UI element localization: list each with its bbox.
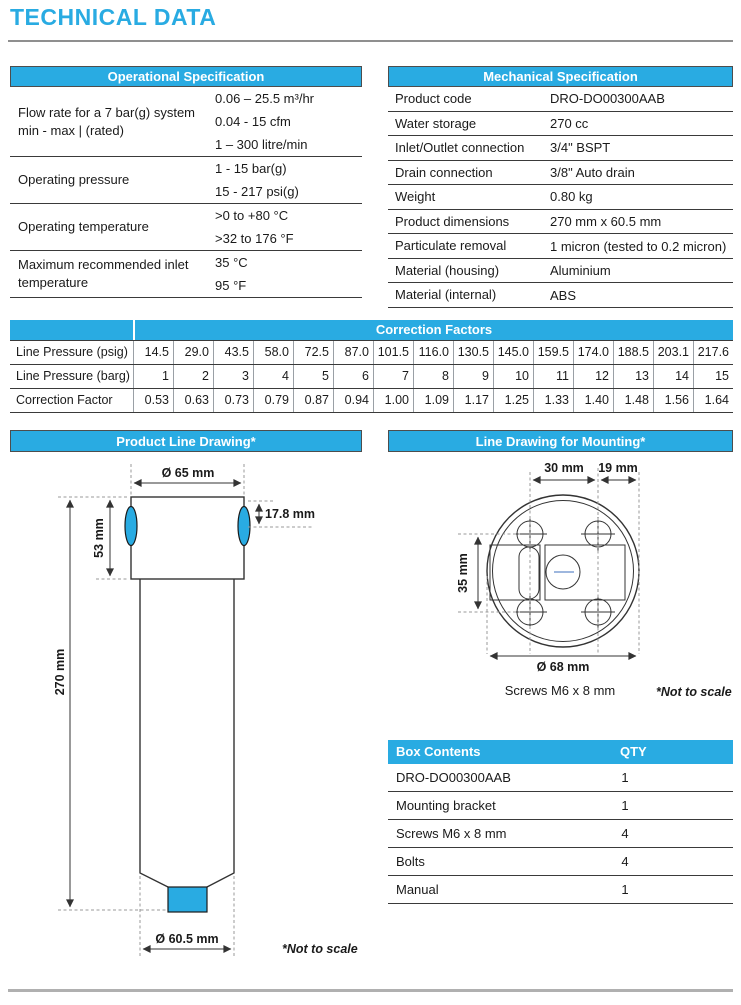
spec-value: >32 to 176 °F: [215, 231, 294, 246]
cf-value: 1.33: [533, 389, 573, 412]
cf-value: 10: [493, 365, 533, 388]
spec-value: DRO-DO00300AAB: [550, 91, 665, 107]
correction-factors-header-row: [10, 320, 733, 340]
spec-values: [550, 112, 733, 136]
spec-value: 3/8" Auto drain: [550, 164, 635, 180]
filter-head: [131, 497, 244, 579]
product-line-drawing: [10, 456, 370, 961]
cf-value: 29.0: [173, 341, 213, 364]
cf-value: 145.0: [493, 341, 533, 364]
bracket-left-plate: [490, 545, 540, 600]
dim-label-hole-span: 30 mm: [544, 461, 584, 475]
spec-values: [215, 251, 362, 297]
spec-values: [550, 161, 733, 185]
spec-label: Operating temperature: [18, 219, 149, 235]
cf-value: 0.94: [333, 389, 373, 412]
spec-label: Material (internal): [395, 287, 497, 303]
operational-spec-table: [10, 66, 362, 298]
spec-value: 0.80 kg: [550, 189, 593, 205]
spec-row: [388, 234, 733, 259]
box-contents-table: [388, 740, 733, 904]
dim-label-total-height: 270 mm: [53, 648, 67, 696]
cf-value: 0.63: [173, 389, 213, 412]
cf-value: 0.79: [253, 389, 293, 412]
cf-value: 12: [573, 365, 613, 388]
dim-label-port-height: 17.8 mm: [265, 507, 316, 521]
spec-values: [215, 87, 362, 156]
dim-label-offset: 19 mm: [598, 461, 638, 475]
cf-value: 174.0: [573, 341, 613, 364]
spec-values: [550, 185, 733, 209]
operational-spec-header: Operational Specification: [10, 66, 362, 87]
cf-value: 5: [293, 365, 333, 388]
cf-value: 0.87: [293, 389, 333, 412]
page-bottom-divider: [8, 989, 733, 992]
spec-value: 270 mm x 60.5 mm: [550, 214, 662, 229]
cf-value: 3: [213, 365, 253, 388]
cf-value: 101.5: [373, 341, 413, 364]
screw-holes: [513, 517, 615, 629]
spec-label: Inlet/Outlet connection: [395, 140, 525, 156]
mechanical-spec-header: Mechanical Specification: [388, 66, 733, 87]
spec-value: 1 – 300 litre/min: [215, 137, 308, 152]
correction-factors-table: [10, 320, 733, 413]
spec-label: Flow rate for a 7 bar(g) system min - max | (rated): [18, 104, 195, 138]
spec-row: [388, 87, 733, 112]
box-item-name: Bolts: [396, 854, 425, 869]
cf-value: 203.1: [653, 341, 693, 364]
correction-factors-row: [10, 365, 733, 389]
cf-value: 58.0: [253, 341, 293, 364]
filter-bowl-left-edge: [140, 579, 168, 887]
box-item-name: Screws M6 x 8 mm: [396, 826, 507, 841]
spec-values: [550, 283, 733, 307]
spec-label: Weight: [395, 189, 436, 205]
spec-value: 0.04 - 15 cfm: [215, 114, 291, 129]
cf-value: 159.5: [533, 341, 573, 364]
spec-row: [10, 204, 362, 251]
box-item-name: DRO-DO00300AAB: [396, 770, 511, 785]
dim-label-outer-diameter: Ø 68 mm: [536, 660, 590, 674]
cf-row-label: Line Pressure (psig): [16, 345, 128, 359]
mounting-line-drawing: [388, 456, 733, 706]
spec-value: 1 micron (tested to 0.2 micron): [550, 238, 727, 254]
mounting-flange-inner-circle: [493, 501, 634, 642]
spec-row: [10, 251, 362, 298]
cf-value: 1.17: [453, 389, 493, 412]
spec-value: 35 °C: [215, 255, 248, 270]
outlet-port: [238, 507, 250, 546]
cf-row-label: Correction Factor: [16, 393, 113, 407]
operational-spec-body: [10, 87, 362, 298]
cf-value: 217.6: [693, 341, 733, 364]
cf-row-label: Line Pressure (barg): [16, 369, 130, 383]
spec-row: [388, 136, 733, 161]
box-contents-header-row: [388, 740, 733, 764]
product-drawing-header: Product Line Drawing*: [10, 430, 362, 452]
cf-value: 2: [173, 365, 213, 388]
box-contents-body: [388, 764, 733, 904]
box-contents-header: Box Contents: [396, 744, 481, 759]
box-item-qty: 1: [621, 882, 629, 897]
spec-value: 0.06 – 25.5 m³/hr: [215, 91, 314, 106]
spec-values: [215, 157, 362, 203]
cf-value: 188.5: [613, 341, 653, 364]
cf-value: 87.0: [333, 341, 373, 364]
title-divider: [8, 40, 733, 42]
spec-values: [550, 259, 733, 283]
spec-label: Maximum recommended inlet temperature: [18, 257, 189, 290]
dim-label-bottom-diameter: Ø 60.5 mm: [155, 932, 219, 946]
mounting-flange-outer-circle: [487, 495, 639, 647]
spec-label: Product dimensions: [395, 213, 510, 229]
spec-values: [550, 136, 733, 160]
bracket-slot: [519, 547, 539, 599]
spec-label: Material (housing): [395, 262, 500, 278]
box-contents-row: [388, 876, 733, 904]
cf-value: 1.48: [613, 389, 653, 412]
spec-label: Particulate removal: [395, 238, 507, 254]
cf-value: 15: [693, 365, 733, 388]
cf-value: 1.00: [373, 389, 413, 412]
spec-row: [10, 87, 362, 157]
inlet-port: [125, 507, 137, 546]
spec-row: [388, 259, 733, 284]
correction-factors-header-spacer: [10, 320, 133, 340]
qty-header: QTY: [620, 744, 647, 759]
page-title: TECHNICAL DATA: [10, 4, 217, 30]
cf-value: 9: [453, 365, 493, 388]
spec-label: Operating pressure: [18, 172, 130, 188]
spec-values: [550, 210, 733, 234]
drain-plug: [168, 887, 207, 912]
filter-bowl-right-edge: [207, 579, 234, 887]
spec-label: Product code: [395, 91, 472, 106]
spec-row: [388, 161, 733, 186]
correction-factors-row: [10, 341, 733, 365]
cf-value: 1.40: [573, 389, 613, 412]
cf-value: 4: [253, 365, 293, 388]
cf-value: 8: [413, 365, 453, 388]
cf-value: 1.09: [413, 389, 453, 412]
cf-value: 1: [133, 365, 173, 388]
spec-values: [550, 234, 733, 258]
correction-factors-body: [10, 340, 733, 413]
spec-values: [550, 87, 733, 111]
cf-value: 0.53: [133, 389, 173, 412]
spec-label: Water storage: [395, 115, 477, 131]
box-item-name: Mounting bracket: [396, 798, 496, 813]
correction-factors-row: [10, 389, 733, 413]
spec-row: [388, 112, 733, 137]
dim-label-hole-height: 35 mm: [456, 553, 470, 593]
spec-values: [215, 204, 362, 250]
spec-value: 95 °F: [215, 278, 247, 293]
spec-value: ABS: [550, 287, 577, 303]
not-to-scale-note: *Not to scale: [656, 685, 732, 699]
box-item-qty: 4: [621, 826, 629, 841]
cf-value: 6: [333, 365, 373, 388]
cf-value: 1.64: [693, 389, 733, 412]
box-item-qty: 1: [621, 798, 629, 813]
spec-value: 3/4" BSPT: [550, 140, 611, 156]
cf-value: 43.5: [213, 341, 253, 364]
dim-label-head-height: 53 mm: [92, 518, 106, 558]
cf-value: 7: [373, 365, 413, 388]
cf-value: 116.0: [413, 341, 453, 364]
box-item-qty: 1: [621, 770, 629, 785]
mounting-drawing-header: Line Drawing for Mounting*: [388, 430, 733, 452]
spec-value: >0 to +80 °C: [215, 208, 289, 223]
cf-value: 1.25: [493, 389, 533, 412]
spec-row: [10, 157, 362, 204]
mechanical-spec-body: [388, 87, 733, 308]
box-contents-row: [388, 848, 733, 876]
mechanical-spec-table: [388, 66, 733, 308]
cf-value: 13: [613, 365, 653, 388]
cf-value: 72.5: [293, 341, 333, 364]
box-contents-row: [388, 764, 733, 792]
cf-value: 0.73: [213, 389, 253, 412]
spec-value: 270 cc: [550, 115, 589, 131]
spec-value: 15 - 217 psi(g): [215, 184, 299, 199]
dim-label-top-diameter: Ø 65 mm: [161, 466, 215, 480]
cf-value: 14.5: [133, 341, 173, 364]
box-contents-row: [388, 820, 733, 848]
box-item-qty: 4: [621, 854, 629, 869]
screws-caption: Screws M6 x 8 mm: [504, 683, 616, 698]
cf-value: 14: [653, 365, 693, 388]
spec-row: [388, 185, 733, 210]
box-contents-row: [388, 792, 733, 820]
spec-value: 1 - 15 bar(g): [215, 161, 287, 176]
spec-label: Drain connection: [395, 164, 493, 180]
spec-value: Aluminium: [550, 263, 611, 279]
spec-row: [388, 210, 733, 235]
cf-value: 1.56: [653, 389, 693, 412]
box-item-name: Manual: [396, 882, 439, 897]
cf-value: 11: [533, 365, 573, 388]
spec-row: [388, 283, 733, 308]
cf-value: 130.5: [453, 341, 493, 364]
not-to-scale-note: *Not to scale: [282, 942, 358, 956]
correction-factors-header: Correction Factors: [135, 320, 733, 340]
